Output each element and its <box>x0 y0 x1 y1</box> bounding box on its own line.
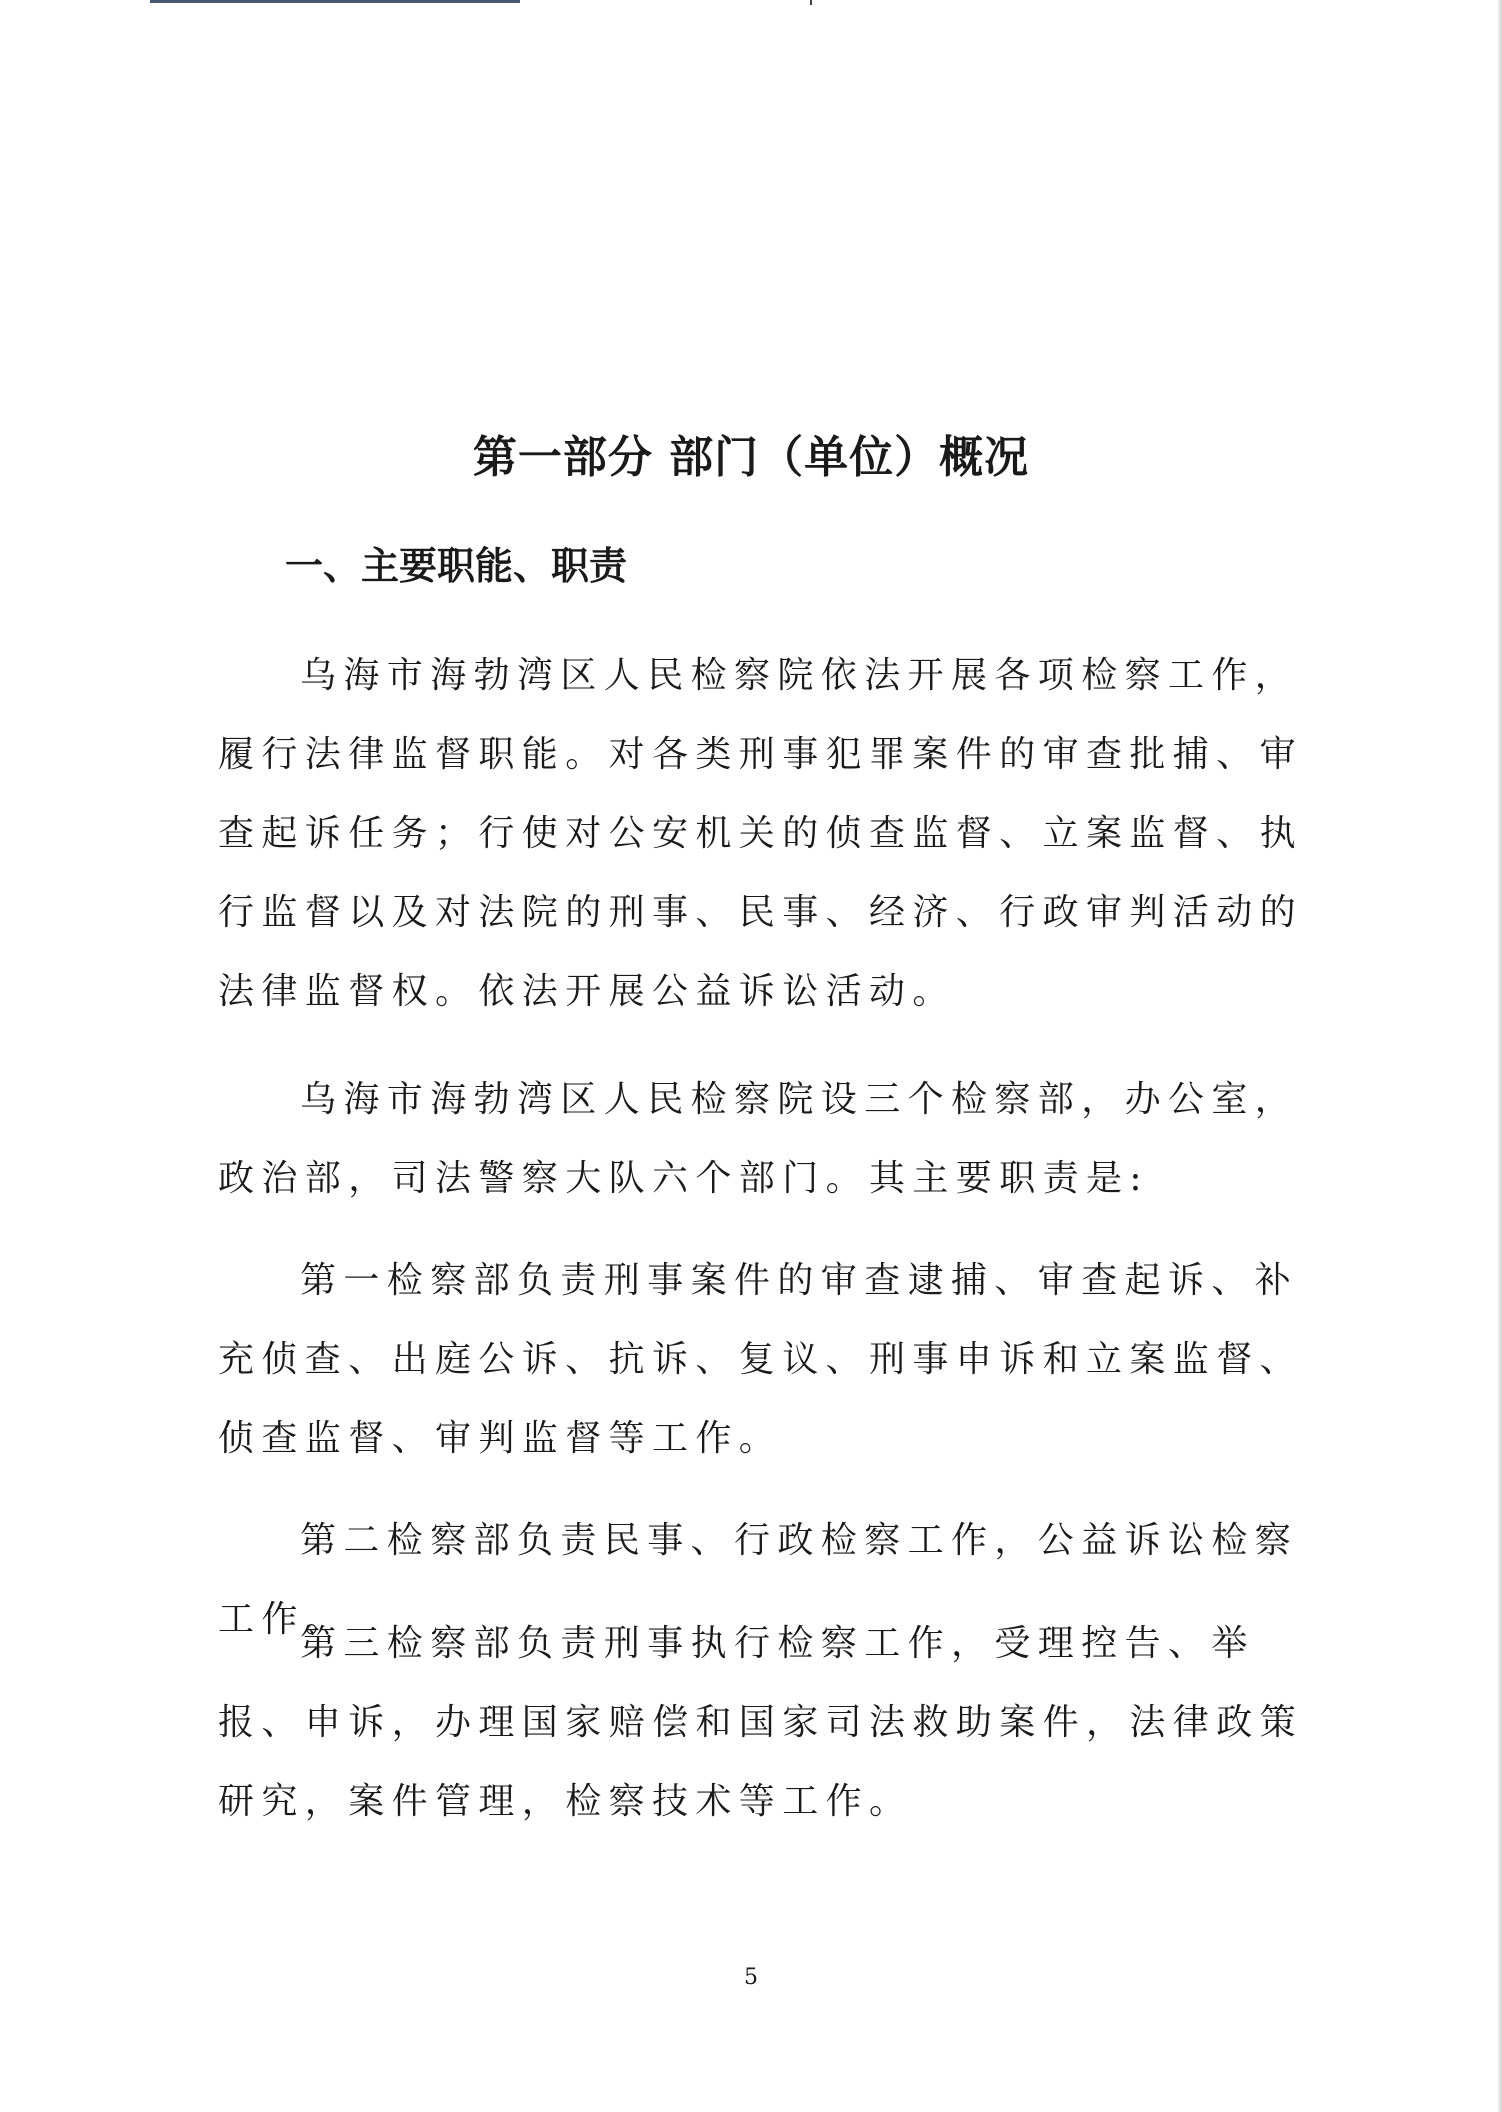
paragraph-third-procuratorate-dept: 第三检察部负责刑事执行检察工作，受理控告、举报、申诉，办理国家赔偿和国家司法救助案件，法律政策研究，案件管理，检察技术等工作。 <box>218 1623 1304 1822</box>
page-title: 第一部分 部门（单位）概况 <box>472 432 1030 483</box>
scan-right-edge <box>1498 0 1502 2112</box>
paragraph-department-setup: 乌海市海勃湾区人民检察院设三个检察部，办公室，政治部，司法警察大队六个部门。其主要职责是: <box>218 1079 1299 1199</box>
page-number: 5 <box>744 1965 758 1990</box>
paragraph-second-procuratorate-dept: 第二检察部负责民事、行政检察工作，公益诉讼检察工作。 <box>218 1520 1299 1640</box>
scan-edge-mark <box>150 0 520 3</box>
section-heading: 一、主要职能、职责 <box>285 543 628 588</box>
scan-tick-mark <box>810 0 812 5</box>
paragraph-first-procuratorate-dept: 第一检察部负责刑事案件的审查逮捕、审查起诉、补充侦查、出庭公诉、抗诉、复议、刑事申诉和立案监督、侦查监督、审判监督等工作。 <box>218 1260 1304 1459</box>
paragraph-main-functions: 乌海市海勃湾区人民检察院依法开展各项检察工作，履行法律监督职能。对各类刑事犯罪案件的审查批捕、审查起诉任务；行使对公安机关的侦查监督、立案监督、执行监督以及对法院的刑事、民事、经济、行政审判活动的法律监督权。依法开展公益诉讼活动。 <box>218 655 1304 1012</box>
